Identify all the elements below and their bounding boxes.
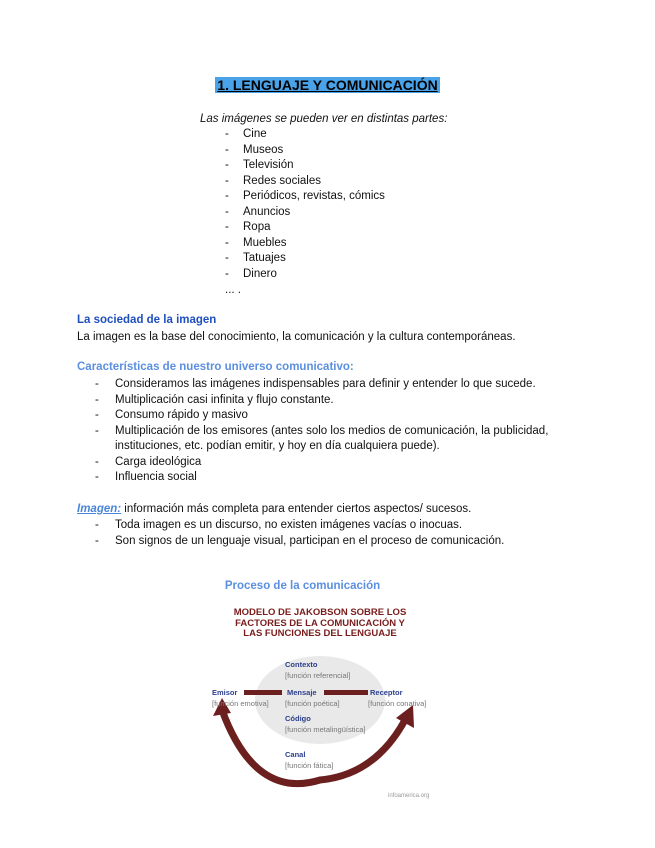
mensaje-receptor-connector xyxy=(324,690,368,695)
list-item: - Consumo rápido y masivo xyxy=(95,408,575,424)
list-item: - Muebles xyxy=(225,236,385,252)
list-item: - Multiplicación de los emisores (antes solo los medios de comunicación, la publicidad, instituciones, etc. podían emitir, y hoy en día cualquiera puede). xyxy=(95,424,575,455)
emisor-function: [función emotiva] xyxy=(212,699,269,708)
list-item: - Redes sociales xyxy=(225,174,385,190)
page-title-wrapper xyxy=(0,77,655,93)
list-item: - Dinero xyxy=(225,267,385,283)
imagen-definition-text: información más completa para entender ciertos aspectos/ sucesos. xyxy=(121,503,472,515)
contexto-function: [función referencial] xyxy=(285,671,351,680)
places-list xyxy=(225,127,385,282)
imagen-list xyxy=(95,518,575,549)
canal-function: [función fática] xyxy=(285,761,334,770)
list-item: - Carga ideológica xyxy=(95,455,575,471)
codigo-function: [función metalingüística] xyxy=(285,725,366,734)
receptor-label: Receptor xyxy=(370,688,403,697)
contexto-label: Contexto xyxy=(285,660,318,669)
list-item: - Anuncios xyxy=(225,205,385,221)
list-item: - Museos xyxy=(225,143,385,159)
mensaje-function: [función poética] xyxy=(285,699,340,708)
receptor-function: [función conativa] xyxy=(368,699,427,708)
list-item: - Ropa xyxy=(225,220,385,236)
list-item: - Toda imagen es un discurso, no existen imágenes vacías o inocuas. xyxy=(95,518,575,534)
emisor-mensaje-connector xyxy=(244,690,282,695)
list-item: - Son signos de un lenguaje visual, participan en el proceso de comunicación. xyxy=(95,534,575,550)
codigo-label: Código xyxy=(285,714,311,723)
list-item: - Multiplicación casi infinita y flujo constante. xyxy=(95,393,575,409)
list-item: - Influencia social xyxy=(95,470,575,486)
society-heading: La sociedad de la imagen xyxy=(77,314,217,326)
characteristics-list xyxy=(95,377,575,486)
list-item: - Periódicos, revistas, cómics xyxy=(225,189,385,205)
mensaje-label: Mensaje xyxy=(287,688,317,697)
diagram-heading: Proceso de la comunicación xyxy=(224,580,381,592)
jakobson-title-line: MODELO DE JAKOBSON SOBRE LOS xyxy=(233,607,407,618)
society-text: La imagen es la base del conocimiento, la comunicación y la cultura contemporáneas. xyxy=(77,331,516,343)
imagen-term: Imagen: xyxy=(77,503,122,515)
intro-text: Las imágenes se pueden ver en distintas partes: xyxy=(200,113,448,125)
diagram-credit: infoamerica.org xyxy=(388,793,430,799)
list-item: - Televisión xyxy=(225,158,385,174)
canal-label: Canal xyxy=(285,750,306,759)
jakobson-title-line: LAS FUNCIONES DEL LENGUAJE xyxy=(243,628,397,639)
characteristics-heading: Características de nuestro universo comunicativo: xyxy=(77,361,354,373)
places-ellipsis: ... . xyxy=(225,284,241,296)
page-title: 1. LENGUAJE Y COMUNICACIÓN xyxy=(217,77,438,93)
jakobson-model-title xyxy=(205,608,435,640)
list-item: - Consideramos las imágenes indispensables para definir y entender lo que sucede. xyxy=(95,377,575,393)
jakobson-title-line: FACTORES DE LA COMUNICACIÓN Y xyxy=(235,617,405,629)
emisor-label: Emisor xyxy=(212,688,238,697)
list-item: - Cine xyxy=(225,127,385,143)
list-item: - Tatuajes xyxy=(225,251,385,267)
imagen-definition xyxy=(77,502,471,518)
